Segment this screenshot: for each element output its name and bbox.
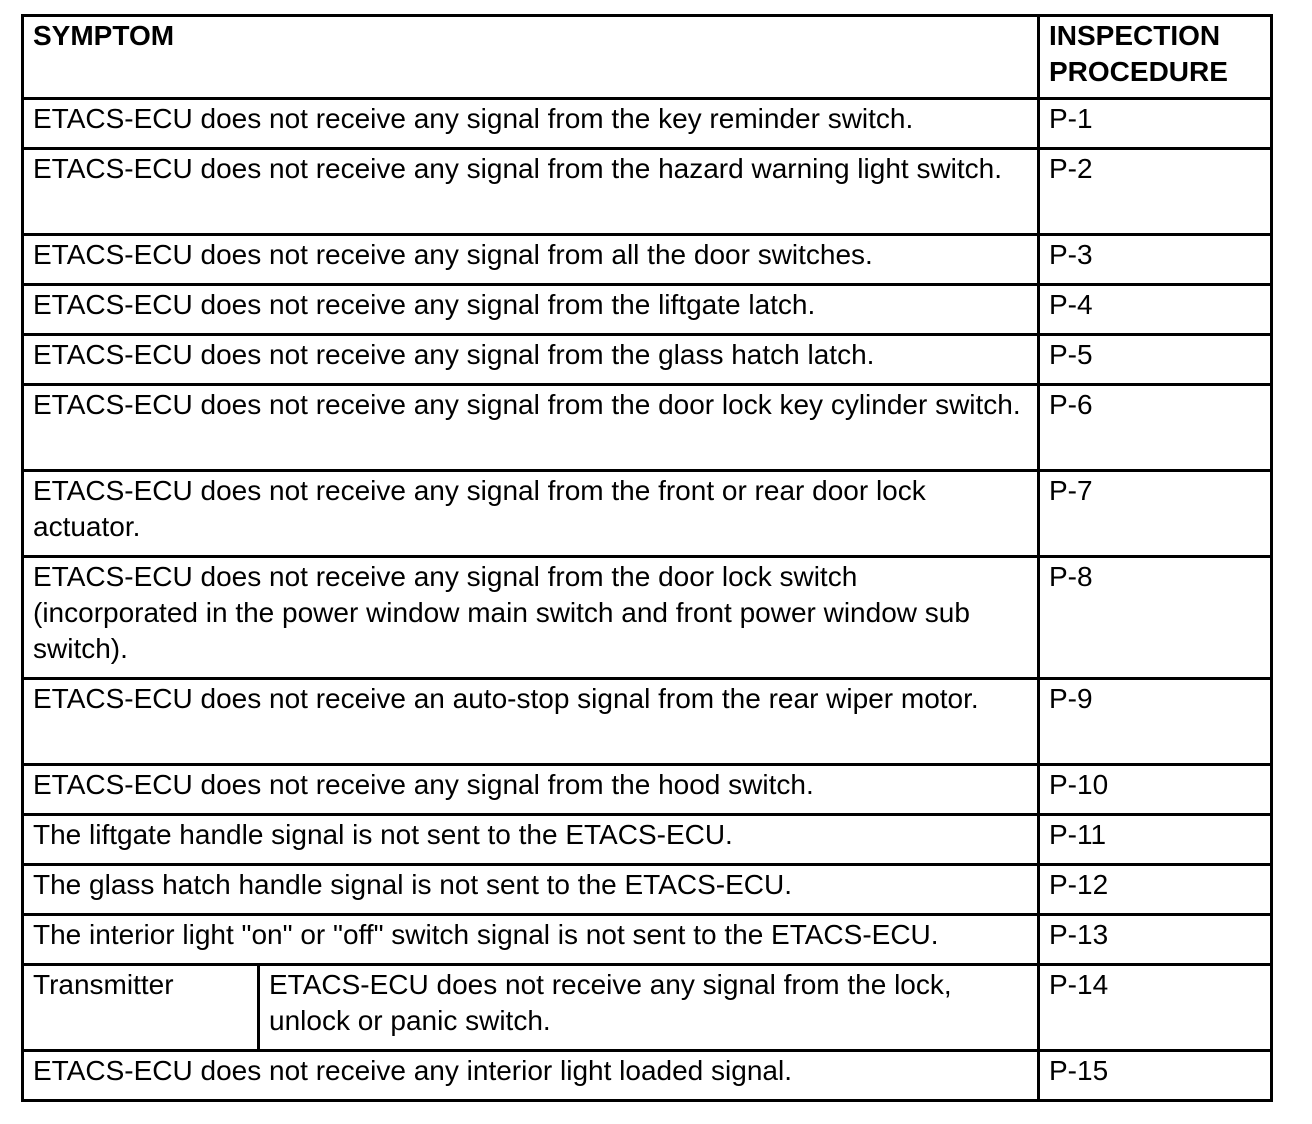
table-row — [23, 765, 1272, 815]
table-row — [23, 335, 1272, 385]
procedure-cell: P-12 — [1039, 865, 1272, 915]
symptom-cell: ETACS-ECU does not receive any signal from the front or rear door lock actuator. — [23, 471, 1039, 557]
procedure-cell: P-2 — [1039, 149, 1272, 235]
procedure-cell: P-15 — [1039, 1051, 1272, 1101]
symptom-cell: ETACS-ECU does not receive any signal from the key reminder switch. — [23, 99, 1039, 149]
procedure-cell: P-9 — [1039, 679, 1272, 765]
symptom-cell: ETACS-ECU does not receive any signal from the door lock switch (incorporated in the power window main switch and front power window sub switch). — [23, 557, 1039, 679]
header-procedure-line2: PROCEDURE — [1049, 56, 1228, 87]
procedure-cell: P-11 — [1039, 815, 1272, 865]
header-procedure-line1: INSPECTION — [1049, 20, 1221, 51]
symptom-cell: ETACS-ECU does not receive an auto-stop signal from the rear wiper motor. — [23, 679, 1039, 765]
table-row — [23, 915, 1272, 965]
procedure-cell: P-3 — [1039, 235, 1272, 285]
symptom-cell: The interior light "on" or "off" switch signal is not sent to the ETACS-ECU. — [23, 915, 1039, 965]
table-row — [23, 815, 1272, 865]
symptom-cell: ETACS-ECU does not receive any signal from the hood switch. — [23, 765, 1039, 815]
symptom-cell: ETACS-ECU does not receive any interior light loaded signal. — [23, 1051, 1039, 1101]
procedure-cell: P-8 — [1039, 557, 1272, 679]
table-row — [23, 99, 1272, 149]
symptom-cell: ETACS-ECU does not receive any signal from the liftgate latch. — [23, 285, 1039, 335]
symptom-cell: ETACS-ECU does not receive any signal from the lock, unlock or panic switch. — [259, 965, 1039, 1051]
table-row — [23, 1051, 1272, 1101]
symptom-cell: ETACS-ECU does not receive any signal from the door lock key cylinder switch. — [23, 385, 1039, 471]
symptom-cell: The liftgate handle signal is not sent to the ETACS-ECU. — [23, 815, 1039, 865]
header-inspection-procedure — [1039, 16, 1272, 99]
procedure-cell: P-10 — [1039, 765, 1272, 815]
table-row — [23, 679, 1272, 765]
procedure-cell: P-7 — [1039, 471, 1272, 557]
procedure-cell: P-14 — [1039, 965, 1272, 1051]
category-cell: Transmitter — [23, 965, 259, 1051]
procedure-cell: P-6 — [1039, 385, 1272, 471]
header-symptom: SYMPTOM — [23, 16, 1039, 99]
table-row — [23, 865, 1272, 915]
symptom-cell: ETACS-ECU does not receive any signal from the hazard warning light switch. — [23, 149, 1039, 235]
procedure-cell: P-13 — [1039, 915, 1272, 965]
symptom-cell: The glass hatch handle signal is not sent to the ETACS-ECU. — [23, 865, 1039, 915]
procedure-cell: P-1 — [1039, 99, 1272, 149]
table-row — [23, 235, 1272, 285]
header-row — [23, 16, 1272, 99]
symptom-table — [21, 14, 1273, 1102]
table-row — [23, 471, 1272, 557]
table-row — [23, 285, 1272, 335]
procedure-cell: P-5 — [1039, 335, 1272, 385]
symptom-cell: ETACS-ECU does not receive any signal from all the door switches. — [23, 235, 1039, 285]
table-row — [23, 385, 1272, 471]
symptom-cell: ETACS-ECU does not receive any signal from the glass hatch latch. — [23, 335, 1039, 385]
table-row — [23, 965, 1272, 1051]
procedure-cell: P-4 — [1039, 285, 1272, 335]
table-row — [23, 557, 1272, 679]
table-row — [23, 149, 1272, 235]
